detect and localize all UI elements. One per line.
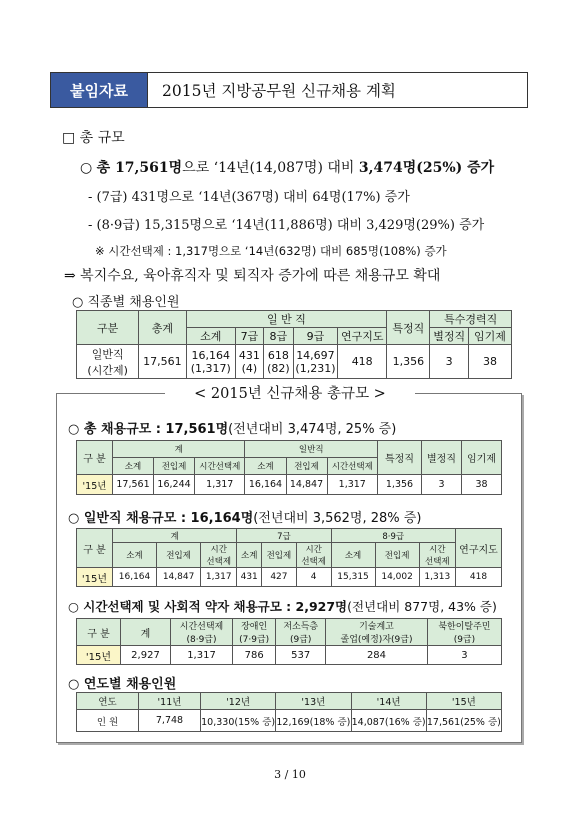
- t2-cell: 4: [296, 568, 331, 587]
- total-compare: 으로 ‘14년(14,087명) 대비: [182, 160, 359, 176]
- t1-cell: 3: [422, 475, 462, 495]
- t4-table: [76, 692, 502, 732]
- t2-th-gubun: 구 분: [77, 529, 113, 568]
- t1-cell: 16,244: [154, 475, 195, 495]
- cell-g7-a: 431: [238, 348, 260, 362]
- cell-g9-b: (1,231): [295, 361, 336, 375]
- t2-th-time-a2: 선택제: [206, 557, 232, 567]
- t3-cell: 3: [427, 646, 501, 665]
- t4-th: '15년: [426, 693, 501, 710]
- t3-th-lowincome: [276, 619, 326, 646]
- th-general: 일 반 직: [186, 311, 387, 328]
- t3-th-defector: [427, 619, 501, 646]
- row-label-1: 일반직: [91, 347, 124, 361]
- t3-heading-sub: (전년대비 877명, 43% 증): [347, 599, 497, 614]
- cell-g7: [235, 345, 263, 379]
- t1-cell: 1,317: [327, 475, 377, 495]
- t3-th-defector-a: 북한이탈주민: [438, 622, 491, 632]
- t2-cell: 14,847: [157, 568, 201, 587]
- t4-heading-main: ○ 연도별 채용인원: [68, 677, 177, 692]
- t2-cell: 16,164: [113, 568, 157, 587]
- t4-cell: 7,748: [139, 710, 201, 732]
- t2-cell: 14,002: [375, 568, 419, 587]
- t2-heading: [68, 507, 421, 526]
- document-title: 2015년 지방공무원 신규채용 계획: [147, 73, 527, 107]
- section-heading: □ 총 규모: [62, 130, 125, 146]
- t1-cell: '15년: [77, 475, 113, 495]
- t3-table: [76, 618, 502, 665]
- t3-th-defector-b: (9급): [453, 635, 476, 645]
- cell-g8: [263, 345, 293, 379]
- cell-c2: 38: [469, 345, 512, 379]
- t2-th-time-b1: 시간: [305, 545, 322, 555]
- t1-heading: [68, 418, 396, 437]
- t1-th-sub2: 소계: [245, 458, 286, 475]
- t1-th-general: 일반직: [245, 441, 378, 458]
- t1-th-byul: 별정직: [422, 441, 462, 475]
- t4-th: '14년: [351, 693, 426, 710]
- t1-cell: 16,164: [245, 475, 286, 495]
- t3-heading-main: ○ 시간선택제 및 사회적 약자 채용규모 : 2,927명: [68, 599, 348, 614]
- by-type-heading: ○ 직종별 채용인원: [72, 295, 180, 310]
- cell-total: 17,561: [139, 345, 186, 379]
- th-sub: 소계: [186, 328, 235, 345]
- th-total: 총계: [139, 311, 186, 345]
- t1-cell: 17,561: [113, 475, 154, 495]
- t1-th-imgi: 임기제: [462, 441, 502, 475]
- t2-heading-main: ○ 일반직 채용규모 : 16,164명: [68, 511, 254, 526]
- t3-cell: 786: [233, 646, 276, 665]
- title-bar: [50, 72, 528, 108]
- t2-th-time-c2: 선택제: [424, 557, 450, 567]
- row-label: [77, 345, 139, 379]
- t2-th-jeon-a: 전입제: [157, 543, 201, 568]
- t2-th-g89: 8·9급: [331, 529, 455, 543]
- t4-th: 연도: [77, 693, 139, 710]
- t1-cell: 1,317: [195, 475, 245, 495]
- total-line: [80, 157, 494, 177]
- t1-th-special: 특정직: [378, 441, 422, 475]
- t1-row: [77, 475, 502, 495]
- t2-cell: '15년: [77, 568, 113, 587]
- timeselect-note: ※ 시간선택제 : 1,317명으로 ‘14년(632명) 대비 685명(108%) 증가: [95, 244, 447, 258]
- cell-g9-a: 14,697: [296, 348, 335, 362]
- grade89-line: - (8·9급) 15,315명으로 ‘14년(11,886명) 대비 3,429명(29%) 증가: [88, 218, 485, 233]
- t3-th-tech-b: 졸업(예정)자(9급): [340, 635, 413, 645]
- cell-sub: [186, 345, 235, 379]
- cell-g7-b: (4): [241, 361, 258, 375]
- th-g7: 7급: [235, 328, 263, 345]
- t3-row: [77, 646, 502, 665]
- t1-cell: 1,356: [378, 475, 422, 495]
- attachment-tag: 붙임자료: [51, 73, 147, 107]
- total-count: 총 17,561명: [96, 160, 183, 176]
- t4-cell: 10,330(15% 증): [201, 710, 276, 732]
- t2-th-jeon-c: 전입제: [375, 543, 419, 568]
- t1-table: [76, 440, 502, 495]
- t1-heading-main: ○ 총 채용규모 : 17,561명: [68, 422, 229, 437]
- cell-c1: 3: [430, 345, 469, 379]
- t2-th-time-b: [296, 543, 331, 568]
- th-gubun: 구분: [77, 311, 139, 345]
- t2-heading-sub: (전년대비 3,562명, 28% 증): [253, 511, 422, 526]
- t2-th-time-a1: 시간: [210, 545, 227, 555]
- t2-cell: 427: [262, 568, 297, 587]
- total-increase: 3,474명(25%) 증가: [358, 160, 495, 176]
- t1-th-jeon: 전입제: [154, 458, 195, 475]
- total-bullet: ○: [80, 160, 97, 176]
- th-g9: 9급: [293, 328, 337, 345]
- t1-cell: 38: [462, 475, 502, 495]
- t2-cell: 1,317: [201, 568, 237, 587]
- th-c2: 임기제: [469, 328, 512, 345]
- t2-th-time-c1: 시간: [429, 545, 446, 555]
- by-type-table: [76, 310, 512, 379]
- t2-th-jeon-b: 전입제: [262, 543, 297, 568]
- t2-cell: 15,315: [331, 568, 375, 587]
- t4-th: '12년: [201, 693, 276, 710]
- th-g8: 8급: [263, 328, 293, 345]
- th-research: 연구지도: [338, 328, 387, 345]
- t3-th-lowincome-b: (9급): [289, 635, 312, 645]
- t4-th: '11년: [139, 693, 201, 710]
- t4-cell: 14,087(16% 증): [351, 710, 426, 732]
- summary-title: < 2015년 신규채용 총규모 >: [165, 382, 415, 403]
- t4-row: [77, 710, 502, 732]
- t3-th-lowincome-a: 저소득층: [283, 622, 319, 632]
- t1-th-jeon2: 전입제: [286, 458, 327, 475]
- t2-row: [77, 568, 502, 587]
- t2-th-time-c: [419, 543, 455, 568]
- t2-th-gye: 계: [113, 529, 237, 543]
- t3-th-time: [171, 619, 233, 646]
- cell-sub-a: 16,164: [191, 348, 230, 362]
- t4-cell: 17,561(25% 증): [426, 710, 501, 732]
- t1-th-gubun: 구 분: [77, 441, 113, 475]
- page-number: 3 / 10: [274, 768, 306, 781]
- row-label-2: (시간제): [87, 363, 128, 377]
- t3-th-tech-a: 기술계고: [359, 622, 394, 632]
- t3-heading: [68, 597, 497, 615]
- t3-th-gubun: 구 분: [77, 619, 121, 646]
- t3-th-gye: 계: [121, 619, 171, 646]
- t2-th-sub-c: 소계: [331, 543, 375, 568]
- t2-th-g7: 7급: [237, 529, 331, 543]
- t1-th-gye: 계: [113, 441, 245, 458]
- t3-cell: 1,317: [171, 646, 233, 665]
- grade7-line: - (7급) 431명으로 ‘14년(367명) 대비 64명(17%) 증가: [88, 190, 410, 205]
- t2-table: [76, 528, 502, 587]
- th-c1: 별정직: [430, 328, 469, 345]
- conclusion-line: ⇒ 복지수요, 육아휴직자 및 퇴직자 증가에 따른 채용규모 확대: [64, 268, 441, 284]
- cell-g9: [293, 345, 337, 379]
- t3-th-tech: [326, 619, 428, 646]
- t3-th-time-a: 시간선택제: [179, 622, 224, 632]
- t1-cell: 14,847: [286, 475, 327, 495]
- t3-th-disabled-a: 장애인: [241, 622, 268, 632]
- t2-th-research: 연구지도: [456, 529, 502, 568]
- t2-th-sub-b: 소계: [237, 543, 262, 568]
- t1-th-time: 시간선택제: [195, 458, 245, 475]
- t4-heading: [68, 673, 176, 692]
- t1-th-sub: 소계: [113, 458, 154, 475]
- t2-th-time-a: [201, 543, 237, 568]
- th-career: 특수경력직: [430, 311, 512, 328]
- cell-g8-b: (82): [267, 361, 290, 375]
- t3-cell: 537: [276, 646, 326, 665]
- t2-cell: 431: [237, 568, 262, 587]
- t2-th-time-b2: 선택제: [301, 557, 326, 567]
- cell-research: 418: [338, 345, 387, 379]
- t2-cell: 418: [456, 568, 502, 587]
- t2-cell: 1,313: [419, 568, 455, 587]
- t4-cell: 인 원: [77, 710, 139, 732]
- t2-th-sub-a: 소계: [113, 543, 157, 568]
- t4-cell: 12,169(18% 증): [276, 710, 351, 732]
- t4-th: '13년: [276, 693, 351, 710]
- t3-th-time-b: (8·9급): [186, 635, 217, 645]
- t3-th-disabled: [233, 619, 276, 646]
- t1-th-time2: 시간선택제: [327, 458, 377, 475]
- t3-cell: '15년: [77, 646, 121, 665]
- t3-th-disabled-b: (7·9급): [239, 635, 270, 645]
- cell-sub-b: (1,317): [190, 361, 231, 375]
- t3-cell: 2,927: [121, 646, 171, 665]
- t1-heading-sub: (전년대비 3,474명, 25% 증): [228, 422, 397, 437]
- t3-cell: 284: [326, 646, 428, 665]
- cell-special: 1,356: [387, 345, 430, 379]
- th-special: 특정직: [387, 311, 430, 345]
- cell-g8-a: 618: [267, 348, 289, 362]
